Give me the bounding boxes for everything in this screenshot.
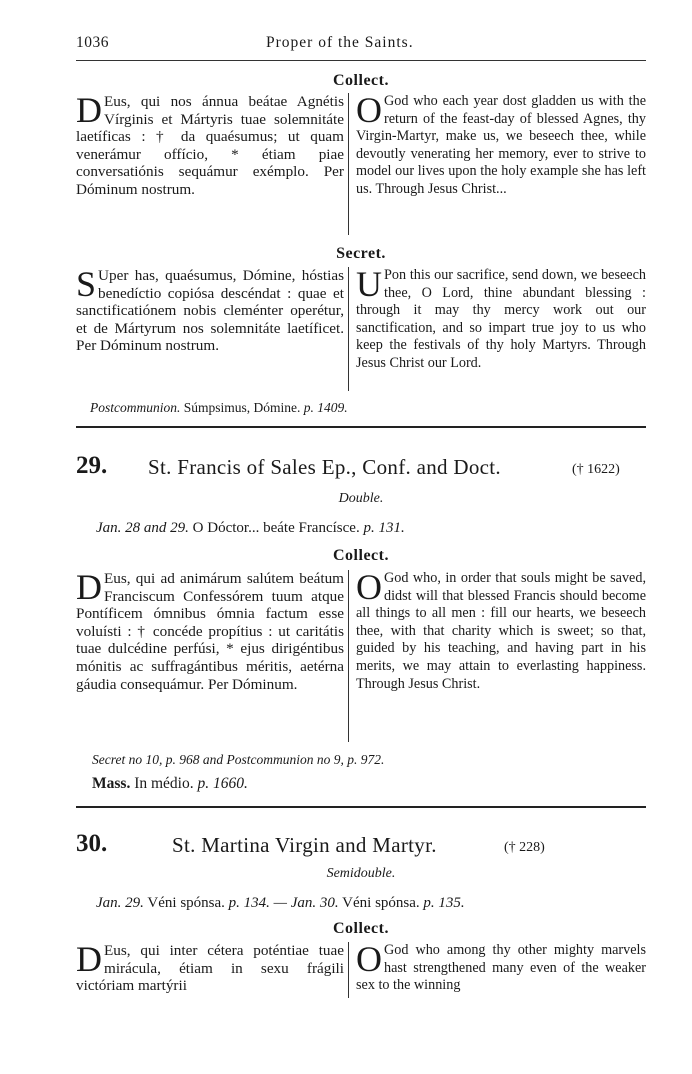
- column-divider: [348, 570, 349, 742]
- secret-english-text: Pon this our sacrifice, send down, we beseech thee, O Lord, thine abundant blessing : through it may thy mercy work out our sanctification, and so impart true joy to us who keep the festivals of thy holy Martyrs. Through Jesus Christ our Lord.: [356, 267, 646, 371]
- feast-date: († 1622): [572, 462, 620, 477]
- collect-english: [356, 90, 646, 199]
- running-head-title: Proper of the Saints.: [266, 34, 414, 51]
- introit-line: [96, 895, 465, 912]
- mass-text: In médio.: [134, 775, 194, 792]
- feast-rank: Semidouble.: [326, 866, 396, 881]
- column-divider: [348, 942, 349, 998]
- incipit-date: Jan. 30.: [290, 895, 339, 911]
- drop-cap: O: [356, 567, 382, 607]
- postcommunion-text: Súmpsimus, Dómine.: [183, 400, 301, 415]
- collect-latin-text: Eus, qui nos ánnua beátae Agnétis Vírginis et Mártyris tuae solemnitáte laetíficas : † da quaésumus; ut quam venerámur offício, * étiam piae conversatiónis sequámur exémplo. Per Dóminum nostrum.: [76, 93, 344, 198]
- feast-date: († 228): [504, 840, 545, 855]
- drop-cap: U: [356, 264, 382, 304]
- incipit-ref: p. 131.: [363, 520, 405, 536]
- feast-number: 29.: [76, 452, 108, 479]
- feast-title: St. Francis of Sales Ep., Conf. and Doct.: [148, 455, 501, 479]
- incipit-ref: p. 135.: [423, 895, 465, 911]
- incipit-date: Jan. 28 and 29.: [96, 520, 189, 536]
- column-divider: [348, 93, 349, 235]
- feast-rank: Double.: [338, 491, 384, 506]
- running-header: [76, 34, 646, 58]
- collect-english-text: God who, in order that souls might be saved, didst will that blessed Francis should become all things to all men : fill our hearts, we beseech thee, with that charity which is sweet; so that, guided by his teaching, and having part in his merits, we may attain to everlasting happiness. Through Jesus Christ.: [356, 570, 646, 692]
- collect-english: [356, 567, 646, 693]
- drop-cap: D: [76, 90, 102, 130]
- secret-postcommunion-note: Secret no 10, p. 968 and Postcommunion no 9, p. 972.: [92, 752, 385, 767]
- collect-heading: Collect.: [333, 72, 389, 89]
- header-rule: [76, 60, 646, 61]
- column-divider: [348, 267, 349, 391]
- drop-cap: S: [76, 264, 97, 304]
- collect-latin-text: Eus, qui inter cétera poténtiae tuae mirácula, étiam in sexu frágili victóriam martýrii: [76, 942, 344, 995]
- feast-title: St. Martina Virgin and Martyr.: [172, 833, 437, 857]
- collect-heading: Collect.: [333, 920, 389, 937]
- collect-latin-text: Eus, qui ad animárum salútem beátum Franciscum Confessórem tuum atque Pontíficem ómnibus ómnia factum esse voluísti : † concéde propítius : ut caritátis tuae dulcédine perfúsi, * ejus dirigéntibus mónitis ac suffragántibus méritis, aetérna gáudia consequámur. Per Dóminum.: [76, 570, 344, 693]
- secret-heading: Secret.: [336, 245, 386, 262]
- incipit-text: Véni spónsa.: [342, 895, 420, 911]
- collect-english: [356, 939, 646, 995]
- drop-cap: O: [356, 90, 382, 130]
- drop-cap: D: [76, 567, 102, 607]
- introit-line: [96, 520, 405, 537]
- collect-latin: [76, 939, 344, 995]
- incipit-text: O Dóctor... beáte Francísce.: [192, 520, 360, 536]
- section-rule: [76, 806, 646, 808]
- mass-label: Mass.: [92, 775, 131, 792]
- drop-cap: O: [356, 939, 382, 979]
- postcommunion-label: Postcommunion.: [90, 400, 181, 415]
- incipit-date: Jan. 29.: [96, 895, 144, 911]
- collect-english-text: God who among thy other mighty marvels hast strengthened many even of the weaker sex to the winning: [356, 942, 646, 994]
- collect-latin: [76, 90, 344, 199]
- incipit-text: Véni spónsa.: [147, 895, 225, 911]
- postcommunion-line: [90, 400, 348, 416]
- collect-english-text: God who each year dost gladden us with the return of the feast-day of blessed Agnes, thy Virgin-Martyr, make us, we beseech thee, while devoutly venerating her memory, ever to strive to model our lives upon the holy example she has left us. Through Jesus Christ...: [356, 93, 646, 197]
- postcommunion-ref: p. 1409.: [303, 400, 348, 415]
- drop-cap: D: [76, 939, 102, 979]
- mass-line: [92, 775, 248, 793]
- feast-number: 30.: [76, 830, 108, 857]
- collect-heading: Collect.: [333, 547, 389, 564]
- section-rule: [76, 426, 646, 428]
- mass-ref: p. 1660.: [197, 775, 248, 792]
- secret-latin-text: Uper has, quaésumus, Dómine, hóstias benedíctio copiósa descéndat : quae et sanctificatiónem nobis cleménter operétur, et de Mártyrum nos solemnitáte laetíficet. Per Dóminum nostrum.: [76, 267, 344, 355]
- page-number: 1036: [76, 34, 109, 51]
- collect-latin: [76, 567, 344, 693]
- incipit-ref: p. 134. —: [228, 895, 287, 911]
- secret-latin: [76, 264, 344, 355]
- secret-english: [356, 264, 646, 373]
